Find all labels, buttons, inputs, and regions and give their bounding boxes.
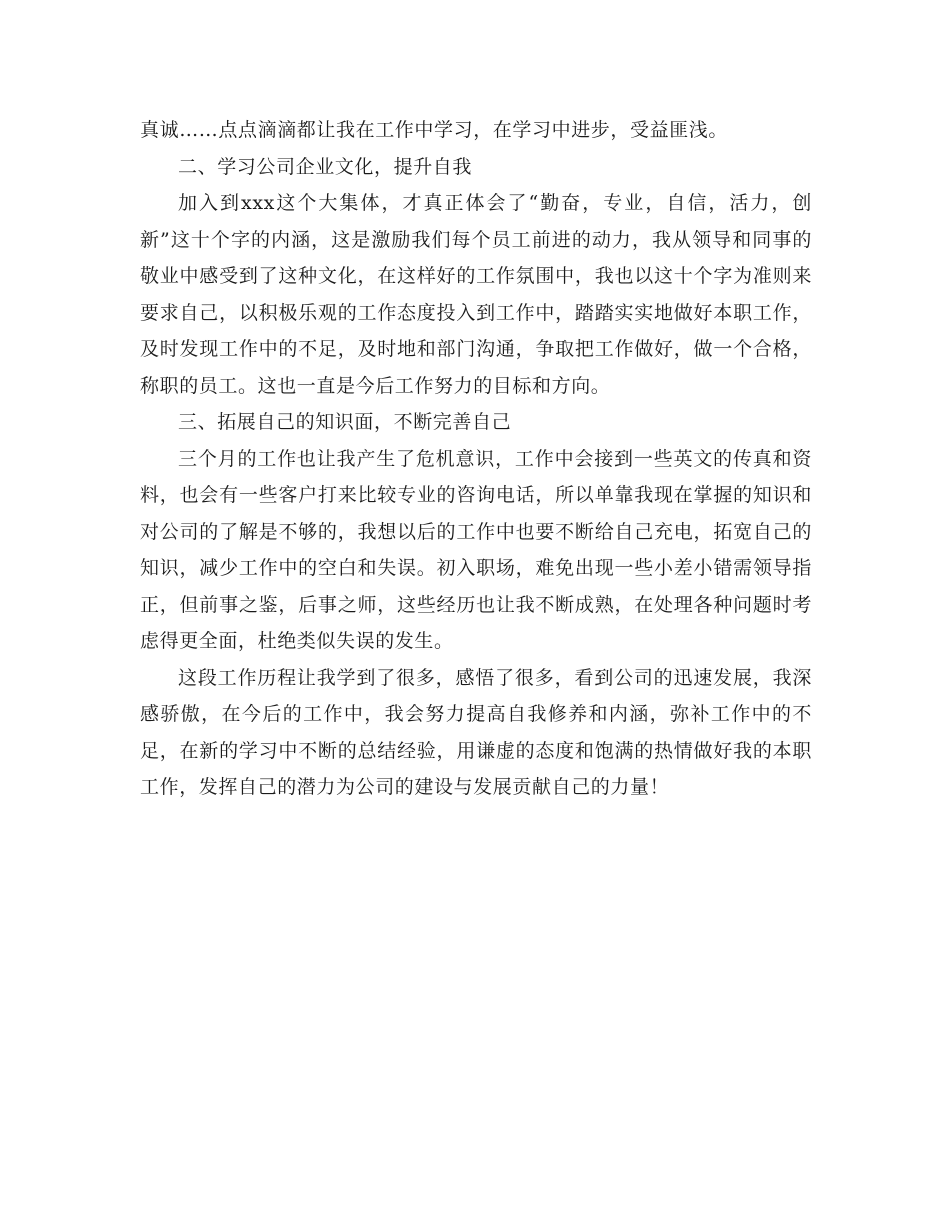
section-heading-culture: 二、学习公司企业文化，提升自我 bbox=[178, 155, 473, 178]
paragraph-culture: 加入到xxx这个大集体，才真正体会了“勤奋，专业，自信，活力，创新”这十个字的内涵，这是激励我们每个员工前进的动力，我从领导和同事的敬业中感受到了这种文化，在这样好的工作氛围中，我也以这十个字为准则来要求自己，以积极乐观的工作态度投入到工作中，踏踏实实地做好本职工作，及时发现工作中的不足，及时地和部门沟通，争取把工作做好，做一个合格，称职的员工。这也一直是今后工作努力的目标和方向。 bbox=[140, 192, 812, 397]
section-heading-knowledge: 三、拓展自己的知识面，不断完善自己 bbox=[178, 411, 512, 433]
document-body bbox=[140, 112, 812, 806]
paragraph-conclusion: 这段工作历程让我学到了很多，感悟了很多，看到公司的迅速发展，我深感骄傲，在今后的工作中，我会努力提高自我修养和内涵，弥补工作中的不足，在新的学习中不断的总结经验，用谦虚的态度和饱满的热情做好我的本职工作，发挥自己的潜力为公司的建设与发展贡献自己的力量！ bbox=[140, 666, 812, 798]
paragraph-continuation: 真诚……点点滴滴都让我在工作中学习，在学习中进步，受益匪浅。 bbox=[140, 119, 729, 141]
paragraph-knowledge: 三个月的工作也让我产生了危机意识，工作中会接到一些英文的传真和资料，也会有一些客户打来比较专业的咨询电话，所以单靠我现在掌握的知识和对公司的了解是不够的，我想以后的工作中也要不断给自己充电，拓宽自己的知识，减少工作中的空白和失误。初入职场，难免出现一些小差小错需领导指正，但前事之鉴，后事之师，这些经历也让我不断成熟，在处理各种问题时考虑得更全面，杜绝类似失误的发生。 bbox=[140, 447, 812, 652]
